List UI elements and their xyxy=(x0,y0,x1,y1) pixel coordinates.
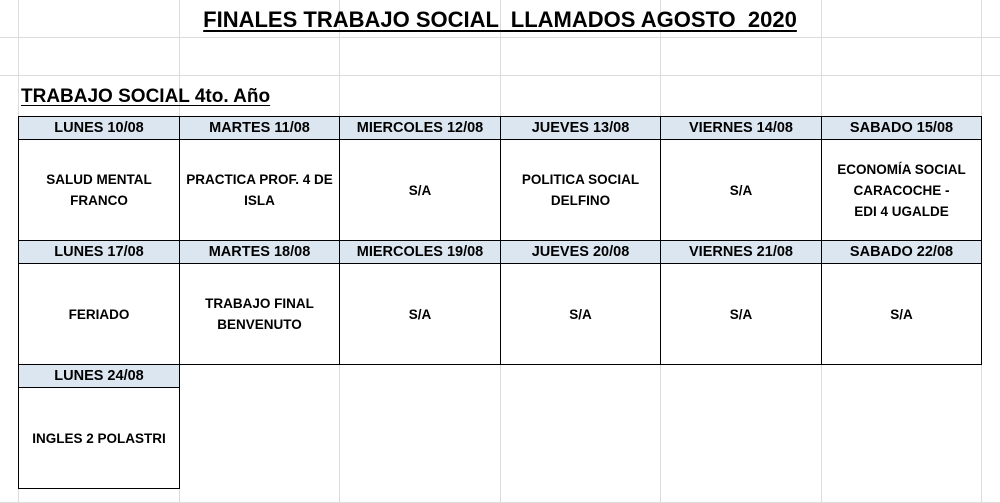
week-2-header-row xyxy=(19,241,982,264)
day-header: LUNES 17/08 xyxy=(19,241,180,264)
day-header: MIERCOLES 19/08 xyxy=(340,241,501,264)
day-cell xyxy=(180,140,340,241)
day-header: LUNES 10/08 xyxy=(19,117,180,140)
day-cell xyxy=(19,388,180,489)
day-cell xyxy=(661,140,822,241)
day-header: LUNES 24/08 xyxy=(19,365,180,388)
exam-text: PRACTICA PROF. 4 DE ISLA xyxy=(186,172,333,208)
exam-text: SALUD MENTAL FRANCO xyxy=(46,172,152,208)
day-cell xyxy=(180,264,340,365)
day-header: VIERNES 21/08 xyxy=(661,241,822,264)
day-cell xyxy=(822,264,982,365)
day-header: VIERNES 14/08 xyxy=(661,117,822,140)
exam-text: S/A xyxy=(729,306,753,322)
day-cell xyxy=(19,140,180,241)
day-cell xyxy=(501,140,661,241)
day-header: MARTES 11/08 xyxy=(180,117,340,140)
day-cell xyxy=(340,264,501,365)
exam-text: S/A xyxy=(569,306,592,322)
exam-text: S/A xyxy=(408,306,432,322)
exam-text: FERIADO xyxy=(68,306,130,322)
page-title: FINALES TRABAJO SOCIAL LLAMADOS AGOSTO 2020 xyxy=(203,7,797,32)
day-cell xyxy=(822,140,982,241)
day-header: SABADO 15/08 xyxy=(822,117,982,140)
section-subtitle: TRABAJO SOCIAL 4to. Año xyxy=(21,86,271,107)
day-cell xyxy=(19,264,180,365)
exam-text: INGLES 2 POLASTRI xyxy=(32,430,166,446)
day-header: JUEVES 13/08 xyxy=(501,117,661,140)
week-3-header-row xyxy=(19,365,982,388)
day-cell xyxy=(340,140,501,241)
exam-text: S/A xyxy=(408,182,432,198)
week-3-content-row xyxy=(19,388,982,489)
week-2-content-row xyxy=(19,264,982,365)
exam-text: S/A xyxy=(729,182,753,198)
exam-text: S/A xyxy=(890,306,913,322)
day-header: JUEVES 20/08 xyxy=(501,241,661,264)
day-header: SABADO 22/08 xyxy=(822,241,982,264)
exam-text: POLITICA SOCIAL DELFINO xyxy=(521,172,640,208)
exam-text: ECONOMÍA SOCIAL CARACOCHE - EDI 4 UGALDE xyxy=(837,161,966,219)
exam-text: TRABAJO FINAL BENVENUTO xyxy=(205,296,314,332)
week-1-header-row xyxy=(19,117,982,140)
week-1-content-row xyxy=(19,140,982,241)
day-cell xyxy=(661,264,822,365)
schedule-table xyxy=(18,116,982,489)
day-cell xyxy=(501,264,661,365)
day-header: MIERCOLES 12/08 xyxy=(340,117,501,140)
day-header: MARTES 18/08 xyxy=(180,241,340,264)
